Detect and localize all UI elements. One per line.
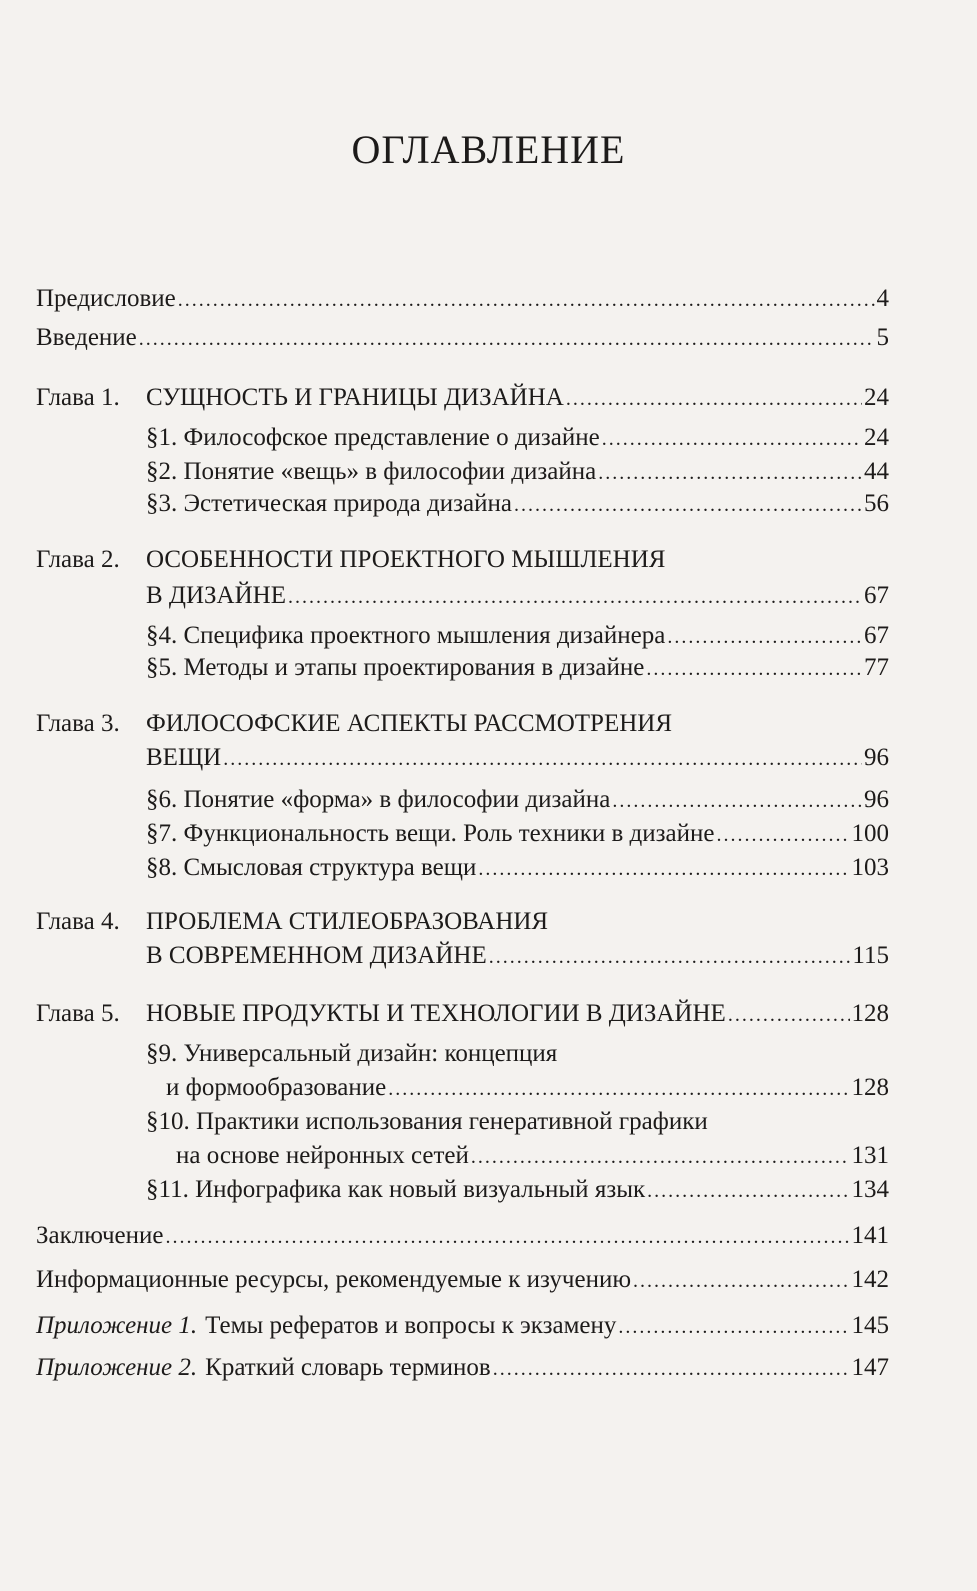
section-title: на основе нейронных сетей [176,1142,469,1169]
dot-leader [602,422,862,455]
toc-section-8 [146,852,889,884]
section-title: §4. Специфика проектного мышления дизайнера [146,622,666,649]
dot-leader [478,852,849,885]
section-title: §7. Функциональность вещи. Роль техники в дизайне [146,820,715,847]
section-title: §11. Инфографика как новый визуальный язык [146,1176,646,1203]
section-title: §3. Эстетическая природа дизайна [146,490,512,517]
entry-page: 147 [851,1354,889,1381]
entry-page: 56 [864,490,889,517]
chapter-title: ВЕЩИ [146,744,222,771]
chapter-title-line: ПРОБЛЕМА СТИЛЕОБРАЗОВАНИЯ [146,908,549,935]
chapter-number: Глава 3. [36,710,120,737]
chapter-number: Глава 5. [36,1000,120,1027]
toc-chapter-2 [146,580,889,612]
chapter-title-line: ФИЛОСОФСКИЕ АСПЕКТЫ РАССМОТРЕНИЯ [146,710,673,737]
dot-leader [716,818,849,851]
toc-entry-appendix-1 [36,1310,889,1342]
appendix-number: Приложение 1. [36,1312,198,1339]
entry-page: 128 [851,1000,889,1027]
dot-leader [489,940,851,973]
dot-leader [646,652,862,685]
chapter-number: Глава 2. [36,546,120,573]
section-title-line: §9. Универсальный дизайн: концепция [146,1040,558,1067]
dot-leader [566,382,862,415]
toc-section-2 [146,456,889,488]
dot-leader [598,456,862,489]
toc-section-7 [146,818,889,850]
entry-page: 24 [864,424,889,451]
toc-entry-preface [36,283,889,315]
dot-leader [139,322,875,355]
toc-chapter-4-first-line [36,906,548,938]
chapter-title: В ДИЗАЙНЕ [146,582,286,609]
toc-section-11 [146,1174,889,1206]
entry-label: Темы рефератов и вопросы к экзамену [205,1312,617,1339]
section-title: §1. Философское представление о дизайне [146,424,600,451]
dot-leader [618,1310,849,1343]
dot-leader [388,1072,849,1105]
toc-section-1 [146,422,889,454]
toc-section-3 [146,488,889,520]
entry-label: Предисловие [36,285,176,312]
dot-leader [647,1174,849,1207]
entry-page: 24 [864,384,889,411]
appendix-number: Приложение 2. [36,1354,198,1381]
dot-leader [288,580,862,613]
dot-leader [728,998,850,1031]
toc-section-4 [146,620,889,652]
toc-section-10-first-line [146,1106,708,1138]
entry-label: Краткий словарь терминов [205,1354,491,1381]
entry-page: 77 [864,654,889,681]
entry-page: 131 [851,1142,889,1169]
dot-leader [223,742,862,775]
toc-entry-introduction [36,322,889,354]
entry-page: 44 [864,458,889,485]
chapter-title: НОВЫЕ ПРОДУКТЫ И ТЕХНОЛОГИИ В ДИЗАЙНЕ [146,1000,726,1027]
toc-chapter-3 [146,742,889,774]
toc-chapter-3-first-line [36,708,672,740]
entry-page: 67 [864,582,889,609]
section-title: §5. Методы и этапы проектирования в дизайне [146,654,645,681]
toc-chapter-5 [36,998,889,1030]
chapter-title: СУЩНОСТЬ И ГРАНИЦЫ ДИЗАЙНА [146,384,564,411]
dot-leader [471,1140,850,1173]
chapter-number: Глава 4. [36,908,120,935]
entry-page: 4 [876,285,889,312]
entry-page: 134 [851,1176,889,1203]
dot-leader [514,488,862,521]
toc-entry-appendix-2 [36,1352,889,1384]
entry-page: 142 [851,1266,889,1293]
entry-page: 128 [851,1074,889,1101]
entry-page: 67 [864,622,889,649]
section-title: §8. Смысловая структура вещи [146,854,477,881]
entry-page: 96 [864,744,889,771]
toc-entry-resources [36,1264,889,1296]
entry-page: 5 [876,324,889,351]
entry-label: Заключение [36,1222,164,1249]
section-title: §2. Понятие «вещь» в философии дизайна [146,458,597,485]
dot-leader [633,1264,849,1297]
section-title: и формообразование [166,1074,387,1101]
dot-leader [178,283,875,316]
chapter-number: Глава 1. [36,384,120,411]
toc-entry-conclusion [36,1220,889,1252]
entry-page: 141 [851,1222,889,1249]
dot-leader [166,1220,850,1253]
entry-label: Введение [36,324,137,351]
dot-leader [667,620,862,653]
toc-chapter-2-first-line [36,544,665,576]
toc-chapter-4 [146,940,889,972]
toc-section-10 [176,1140,889,1172]
entry-page: 145 [851,1312,889,1339]
entry-page: 115 [852,942,889,969]
dot-leader [493,1352,850,1385]
toc-section-9-first-line [146,1038,557,1070]
chapter-title: В СОВРЕМЕННОМ ДИЗАЙНЕ [146,942,487,969]
entry-page: 96 [864,786,889,813]
entry-page: 100 [851,820,889,847]
section-title: §6. Понятие «форма» в философии дизайна [146,786,611,813]
section-title-line: §10. Практики использования генеративной графики [146,1108,708,1135]
entry-page: 103 [851,854,889,881]
entry-label: Информационные ресурсы, рекомендуемые к изучению [36,1266,632,1293]
toc-section-9 [166,1072,889,1104]
toc-chapter-1 [36,382,889,414]
dot-leader [612,784,862,817]
toc-section-5 [146,652,889,684]
chapter-title-line: ОСОБЕННОСТИ ПРОЕКТНОГО МЫШЛЕНИЯ [146,546,666,573]
page-title: ОГЛАВЛЕНИЕ [351,127,626,172]
toc-section-6 [146,784,889,816]
